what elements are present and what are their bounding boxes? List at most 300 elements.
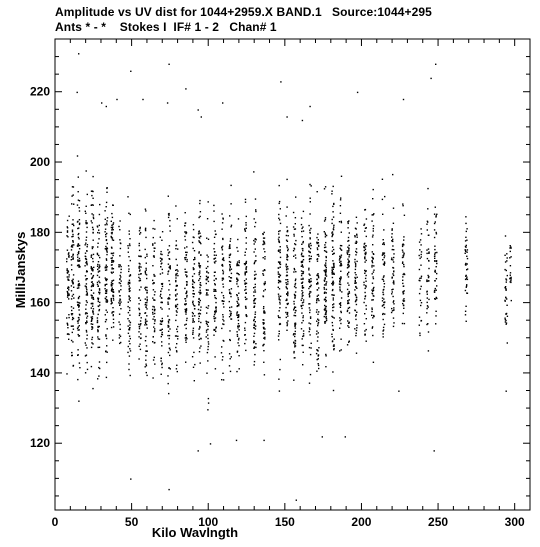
data-point	[309, 281, 310, 282]
data-point	[507, 257, 508, 258]
data-point	[317, 314, 318, 315]
data-point	[348, 240, 349, 241]
data-point	[99, 293, 100, 294]
data-point	[310, 374, 311, 375]
data-point	[79, 223, 80, 224]
data-point	[254, 354, 255, 355]
data-point	[326, 310, 327, 311]
data-point	[199, 266, 200, 267]
data-point	[285, 312, 286, 313]
data-point	[286, 257, 287, 258]
data-point	[129, 243, 130, 244]
data-point	[325, 236, 326, 237]
data-point	[161, 336, 162, 337]
data-point	[160, 253, 161, 254]
data-point	[129, 245, 130, 246]
data-point	[222, 222, 223, 223]
data-point	[186, 281, 187, 282]
data-point	[355, 264, 356, 265]
data-point	[364, 247, 365, 248]
data-point	[316, 309, 317, 310]
data-point	[208, 322, 209, 323]
data-point	[105, 236, 106, 237]
data-point	[355, 272, 356, 273]
data-point	[403, 305, 404, 306]
data-point	[145, 322, 146, 323]
data-point	[293, 352, 294, 353]
data-point	[186, 291, 187, 292]
data-point	[295, 291, 296, 292]
data-point	[318, 287, 319, 288]
data-point	[324, 316, 325, 317]
data-point	[340, 199, 341, 200]
data-point	[254, 341, 255, 342]
data-point	[419, 333, 420, 334]
data-point	[309, 383, 310, 384]
data-point	[68, 314, 69, 315]
data-point	[97, 284, 98, 285]
data-point	[318, 368, 319, 369]
data-point	[373, 287, 374, 288]
data-point	[72, 231, 73, 232]
data-point	[154, 328, 155, 329]
data-point	[229, 301, 230, 302]
data-point	[309, 334, 310, 335]
data-point	[402, 323, 403, 324]
data-point	[303, 259, 304, 260]
data-point	[355, 266, 356, 267]
data-point	[208, 305, 209, 306]
data-point	[199, 203, 200, 204]
data-point	[278, 315, 279, 316]
data-point	[347, 254, 348, 255]
data-point	[97, 275, 98, 276]
data-point	[68, 252, 69, 253]
data-point	[199, 339, 200, 340]
data-point	[255, 211, 256, 212]
data-point	[278, 317, 279, 318]
data-point	[230, 371, 231, 372]
data-point	[168, 196, 169, 197]
data-point	[325, 308, 326, 309]
data-point	[391, 236, 392, 237]
data-point	[152, 341, 153, 342]
data-point	[253, 287, 254, 288]
data-point	[67, 250, 68, 251]
data-point	[402, 261, 403, 262]
data-point	[255, 209, 256, 210]
data-point	[308, 288, 309, 289]
data-point	[152, 297, 153, 298]
data-point	[73, 365, 74, 366]
data-point	[286, 245, 287, 246]
data-point	[105, 270, 106, 271]
data-point	[199, 251, 200, 252]
data-point	[199, 278, 200, 279]
data-point	[97, 269, 98, 270]
data-point	[301, 322, 302, 323]
data-point	[145, 298, 146, 299]
data-point	[87, 369, 88, 370]
data-point	[207, 334, 208, 335]
data-point	[118, 302, 119, 303]
data-point	[231, 356, 232, 357]
data-point	[384, 307, 385, 308]
data-point	[373, 271, 374, 272]
data-point	[160, 237, 161, 238]
data-point	[245, 289, 246, 290]
data-point	[466, 287, 467, 288]
data-point	[98, 347, 99, 348]
data-point	[231, 277, 232, 278]
data-point	[215, 327, 216, 328]
data-point	[147, 327, 148, 328]
data-point	[68, 289, 69, 290]
data-point	[244, 330, 245, 331]
data-point	[506, 260, 507, 261]
data-point	[169, 294, 170, 295]
data-point	[326, 281, 327, 282]
data-point	[278, 294, 279, 295]
data-point	[295, 333, 296, 334]
data-point	[185, 274, 186, 275]
data-point	[154, 251, 155, 252]
data-point	[339, 256, 340, 257]
data-point	[221, 292, 222, 293]
data-point	[106, 377, 107, 378]
data-point	[175, 275, 176, 276]
data-point	[160, 307, 161, 308]
data-point	[97, 336, 98, 337]
data-point	[263, 270, 264, 271]
data-point	[146, 365, 147, 366]
data-point	[333, 226, 334, 227]
data-point	[427, 208, 428, 209]
data-point	[280, 249, 281, 250]
data-point	[364, 243, 365, 244]
data-point	[349, 232, 350, 233]
data-point	[200, 300, 201, 301]
data-point	[145, 360, 146, 361]
data-point	[223, 295, 224, 296]
data-point	[317, 359, 318, 360]
data-point	[373, 278, 374, 279]
data-point	[91, 191, 92, 192]
data-point	[317, 191, 318, 192]
data-point	[106, 202, 107, 203]
data-point	[153, 326, 154, 327]
data-point	[303, 273, 304, 274]
data-point	[333, 249, 334, 250]
data-point	[286, 322, 287, 323]
data-point	[231, 269, 232, 270]
data-point	[91, 267, 92, 268]
data-point	[255, 260, 256, 261]
data-point	[77, 228, 78, 229]
data-point	[85, 304, 86, 305]
data-point	[194, 315, 195, 316]
data-point	[324, 321, 325, 322]
data-point	[237, 336, 238, 337]
data-point	[333, 330, 334, 331]
data-point	[434, 254, 435, 255]
data-point	[365, 305, 366, 306]
data-point	[347, 267, 348, 268]
data-point	[206, 312, 207, 313]
data-point	[246, 272, 247, 273]
data-point	[99, 339, 100, 340]
data-point	[161, 259, 162, 260]
data-point	[421, 276, 422, 277]
data-point	[112, 237, 113, 238]
data-point	[372, 283, 373, 284]
data-point	[176, 329, 177, 330]
data-point	[160, 273, 161, 274]
data-point	[263, 362, 264, 363]
data-point	[184, 324, 185, 325]
data-point	[340, 311, 341, 312]
data-point	[78, 237, 79, 238]
data-point	[92, 191, 93, 192]
data-point	[167, 335, 168, 336]
data-point	[86, 291, 87, 292]
data-point	[87, 244, 88, 245]
data-point	[199, 267, 200, 268]
data-point	[177, 248, 178, 249]
data-point	[193, 248, 194, 249]
data-point	[185, 252, 186, 253]
data-point	[383, 275, 384, 276]
data-point	[97, 266, 98, 267]
data-point	[99, 289, 100, 290]
data-point	[310, 286, 311, 287]
data-point	[263, 241, 264, 242]
data-point	[506, 305, 507, 306]
data-point	[356, 297, 357, 298]
data-point	[310, 245, 311, 246]
data-point	[85, 342, 86, 343]
data-point	[357, 277, 358, 278]
data-point	[77, 322, 78, 323]
data-point	[263, 248, 264, 249]
data-point	[186, 254, 187, 255]
data-point	[383, 289, 384, 290]
data-point	[192, 284, 193, 285]
data-point	[279, 302, 280, 303]
data-point	[254, 319, 255, 320]
data-point	[207, 338, 208, 339]
data-point	[510, 275, 511, 276]
data-point	[223, 303, 224, 304]
data-point	[147, 299, 148, 300]
data-point	[129, 299, 130, 300]
data-point	[279, 261, 280, 262]
data-point	[371, 220, 372, 221]
data-point	[120, 248, 121, 249]
data-point	[185, 239, 186, 240]
data-point	[192, 318, 193, 319]
data-point	[317, 254, 318, 255]
data-point	[78, 261, 79, 262]
data-point	[263, 319, 264, 320]
data-point	[245, 272, 246, 273]
data-point	[140, 227, 141, 228]
data-point	[145, 210, 146, 211]
data-point	[434, 280, 435, 281]
data-point	[317, 274, 318, 275]
data-point	[238, 293, 239, 294]
data-point	[99, 302, 100, 303]
data-point	[334, 274, 335, 275]
data-point	[246, 263, 247, 264]
data-point	[145, 350, 146, 351]
data-point	[127, 196, 128, 197]
data-point	[229, 353, 230, 354]
data-point	[507, 342, 508, 343]
data-point	[325, 284, 326, 285]
data-point	[280, 267, 281, 268]
data-point	[419, 278, 420, 279]
data-point	[316, 302, 317, 303]
data-point	[434, 450, 435, 451]
data-point	[184, 225, 185, 226]
data-point	[309, 309, 310, 310]
data-point	[365, 295, 366, 296]
data-point	[466, 231, 467, 232]
data-point	[236, 301, 237, 302]
data-point	[288, 235, 289, 236]
data-point	[467, 279, 468, 280]
data-point	[317, 233, 318, 234]
data-point	[333, 299, 334, 300]
data-point	[392, 296, 393, 297]
data-point	[371, 311, 372, 312]
data-point	[246, 228, 247, 229]
data-point	[93, 205, 94, 206]
data-point	[372, 235, 373, 236]
data-point	[301, 231, 302, 232]
data-point	[293, 271, 294, 272]
data-point	[404, 323, 405, 324]
data-point	[436, 297, 437, 298]
data-point	[106, 299, 107, 300]
data-point	[326, 269, 327, 270]
data-point	[208, 201, 209, 202]
data-point	[382, 255, 383, 256]
data-point	[339, 284, 340, 285]
data-point	[398, 391, 399, 392]
data-point	[325, 314, 326, 315]
y-tick-label: 140	[29, 365, 50, 380]
data-point	[339, 262, 340, 263]
data-point	[294, 336, 295, 337]
data-point	[112, 260, 113, 261]
data-point	[105, 267, 106, 268]
data-point	[113, 229, 114, 230]
data-point	[67, 236, 68, 237]
data-point	[192, 321, 193, 322]
data-point	[111, 312, 112, 313]
data-point	[254, 218, 255, 219]
data-point	[332, 254, 333, 255]
data-point	[198, 309, 199, 310]
data-point	[278, 282, 279, 283]
data-point	[237, 264, 238, 265]
data-point	[73, 308, 74, 309]
data-point	[113, 298, 114, 299]
data-point	[186, 246, 187, 247]
data-point	[229, 339, 230, 340]
data-point	[73, 294, 74, 295]
data-point	[287, 312, 288, 313]
data-point	[238, 339, 239, 340]
data-point	[310, 354, 311, 355]
data-point	[427, 275, 428, 276]
data-point	[278, 237, 279, 238]
data-point	[106, 291, 107, 292]
data-point	[331, 191, 332, 192]
data-point	[207, 289, 208, 290]
data-point	[206, 330, 207, 331]
data-point	[198, 298, 199, 299]
data-point	[402, 263, 403, 264]
data-point	[426, 224, 427, 225]
data-point	[207, 349, 208, 350]
data-point	[364, 313, 365, 314]
data-point	[200, 276, 201, 277]
data-point	[91, 257, 92, 258]
data-point	[168, 343, 169, 344]
data-point	[210, 443, 211, 444]
data-point	[333, 390, 334, 391]
data-point	[373, 290, 374, 291]
data-point	[105, 334, 106, 335]
data-point	[97, 317, 98, 318]
data-point	[340, 271, 341, 272]
data-point	[303, 256, 304, 257]
data-point	[145, 302, 146, 303]
data-point	[354, 236, 355, 237]
data-point	[72, 317, 73, 318]
data-point	[302, 345, 303, 346]
data-point	[198, 217, 199, 218]
data-point	[161, 341, 162, 342]
data-point	[392, 228, 393, 229]
data-point	[229, 307, 230, 308]
data-point	[245, 322, 246, 323]
data-point	[263, 237, 264, 238]
data-point	[169, 338, 170, 339]
data-point	[426, 253, 427, 254]
data-point	[363, 225, 364, 226]
data-point	[333, 216, 334, 217]
data-point	[333, 344, 334, 345]
data-point	[73, 297, 74, 298]
data-point	[286, 235, 287, 236]
data-point	[332, 336, 333, 337]
data-point	[106, 250, 107, 251]
data-point	[384, 244, 385, 245]
data-point	[435, 288, 436, 289]
data-point	[139, 344, 140, 345]
data-point	[354, 283, 355, 284]
data-point	[106, 345, 107, 346]
data-point	[68, 298, 69, 299]
data-point	[301, 228, 302, 229]
data-point	[421, 254, 422, 255]
data-point	[384, 263, 385, 264]
data-point	[111, 298, 112, 299]
